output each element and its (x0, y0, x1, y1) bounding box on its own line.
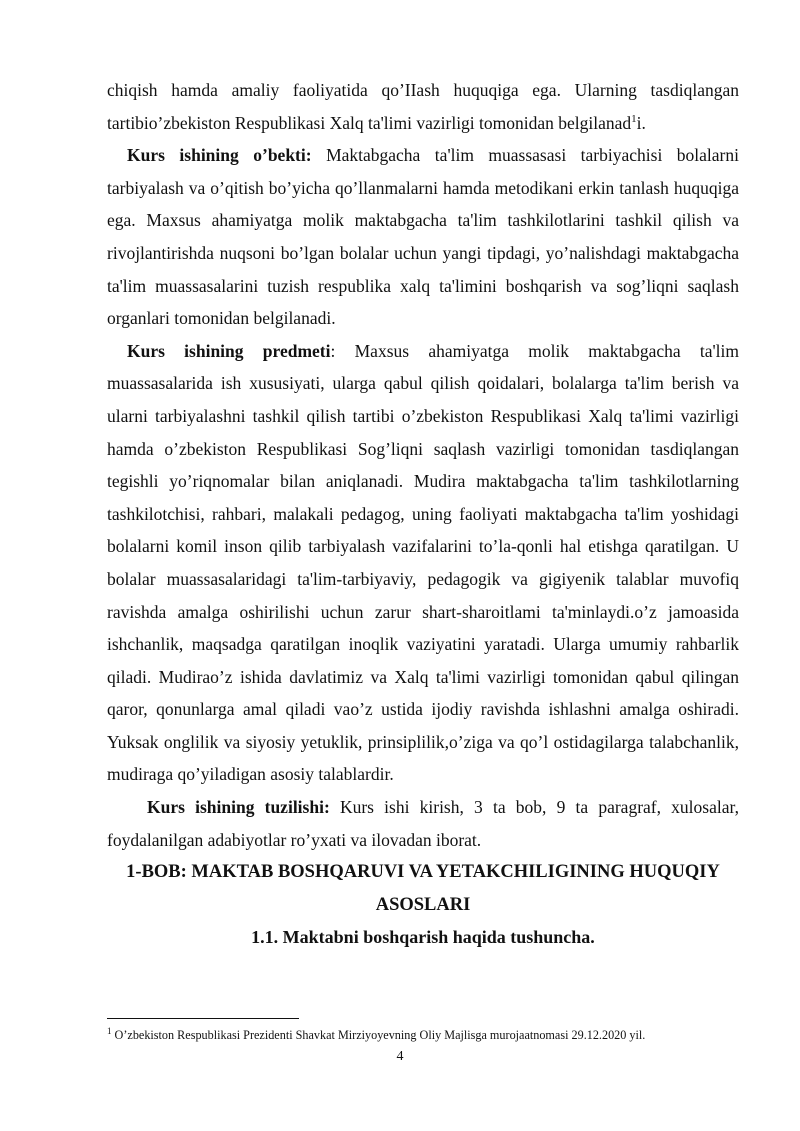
footnote-mark: 1 (107, 1025, 112, 1036)
body-text (107, 74, 739, 954)
page-number: 4 (396, 1049, 404, 1064)
footnote-reference[interactable]: 1 (631, 112, 637, 125)
footnote: $^1$ O’zbekiston Respublikasi Prezidenti Shavkat Mirziyoyevning Oliy Majlisga murojaatnomasi 29.12.2020 yil. (107, 1025, 646, 1042)
footnote-divider (107, 1018, 299, 1019)
paragraph-object: Kurs ishining o’bekti: Maktabgacha ta'lim muassasasi tarbiyachisi bolalarni tarbiyalash va o’qitish bo’yicha qo’llanmalarni hamda metodikani erkin tanlash huquqiga ega. Maxsus ahamiyatga molik maktabgacha ta'lim tashkilotlarini tashkil qilish va rivojlantirishda nuqsoni bo’lgan bolalar uchun yangi tipdagi, yo’nalishdagi maktabgacha ta'lim muassasalarini tuzish respublika xalq ta'limini boshqarish va sog’liqni saqlash organlari tomonidan belgilanadi. (107, 145, 739, 329)
paragraph-label: Kurs ishining tuzilishi: (147, 797, 330, 818)
paragraph-label: Kurs ishining predmeti (127, 340, 331, 361)
section-heading: 1.1. Maktabni boshqarish haqida tushuncha. (251, 927, 595, 948)
paragraph-label: Kurs ishining o’bekti: (127, 145, 312, 166)
paragraph-continuation: chiqish hamda amaliy faoliyatida qo’IIash huquqiga ega. Ularning tasdiqlangan tartibio’zbekiston Respublikasi Xalq ta'limi vazirligi tomonidan belgilanad$^1$i. (107, 80, 739, 133)
paragraph-structure: Kurs ishining tuzilishi: Kurs ishi kirish, 3 ta bob, 9 ta paragraf, xulosalar, foydalanilgan adabiyotlar ro’yxati va ilovadan iborat. (107, 797, 739, 850)
chapter-heading: 1-BOB: MAKTAB BOSHQARUVI VA YETAKCHILIGINING HUQUQIY ASOSLARI (126, 862, 720, 915)
paragraph-subject: Kurs ishining predmeti: Maxsus ahamiyatga molik maktabgacha ta'lim muassasalarida ish xususiyati, ularga qabul qilish qoidalari, bolalarga ta'lim berish va ularni tarbiyalashni tashkil qilish tartibi o’zbekiston Respublikasi Xalq ta'limi vazirligi hamda o’zbekiston Respublikasi Sog’liqni saqlash vazirligi tomonidan tasdiqlangan tegishli yo’riqnomalar bilan aniqlanadi. Mudira maktabgacha ta'lim tashkilotlarning tashkilotchisi, rahbari, malakali pedagog, uning faoliyati maktabgacha ta'lim yoshidagi bolalarni komil inson qilib tarbiyalash vazifalarini to’la-qonli hal etishga qaratilgan. U bolalar muassasalaridagi ta'lim-tarbiyaviy, pedagogik va gigiyenik talablar muvofiq ravishda amalga oshirilishi uchun zarur shart-sharoitlami ta'minlaydi.o’z jamoasida ishchanlik, maqsadga qaratilgan inoqlik vaziyatini yaratadi. Ularga umumiy rahbarlik qiladi. Mudirao’z ishida davlatimiz va Xalq ta'limi vazirligi tomonidan qabul qilingan qaror, qonunlarga amal qiladi vao’z ustida ijodiy ravishda ishlashni amalga oshiradi. Yuksak onglilik va siyosiy yetuklik, prinsiplilik,o’ziga va qo’l ostidagilarga talabchanlik, mudiraga qo’yiladigan asosiy talablardir. (107, 340, 739, 785)
